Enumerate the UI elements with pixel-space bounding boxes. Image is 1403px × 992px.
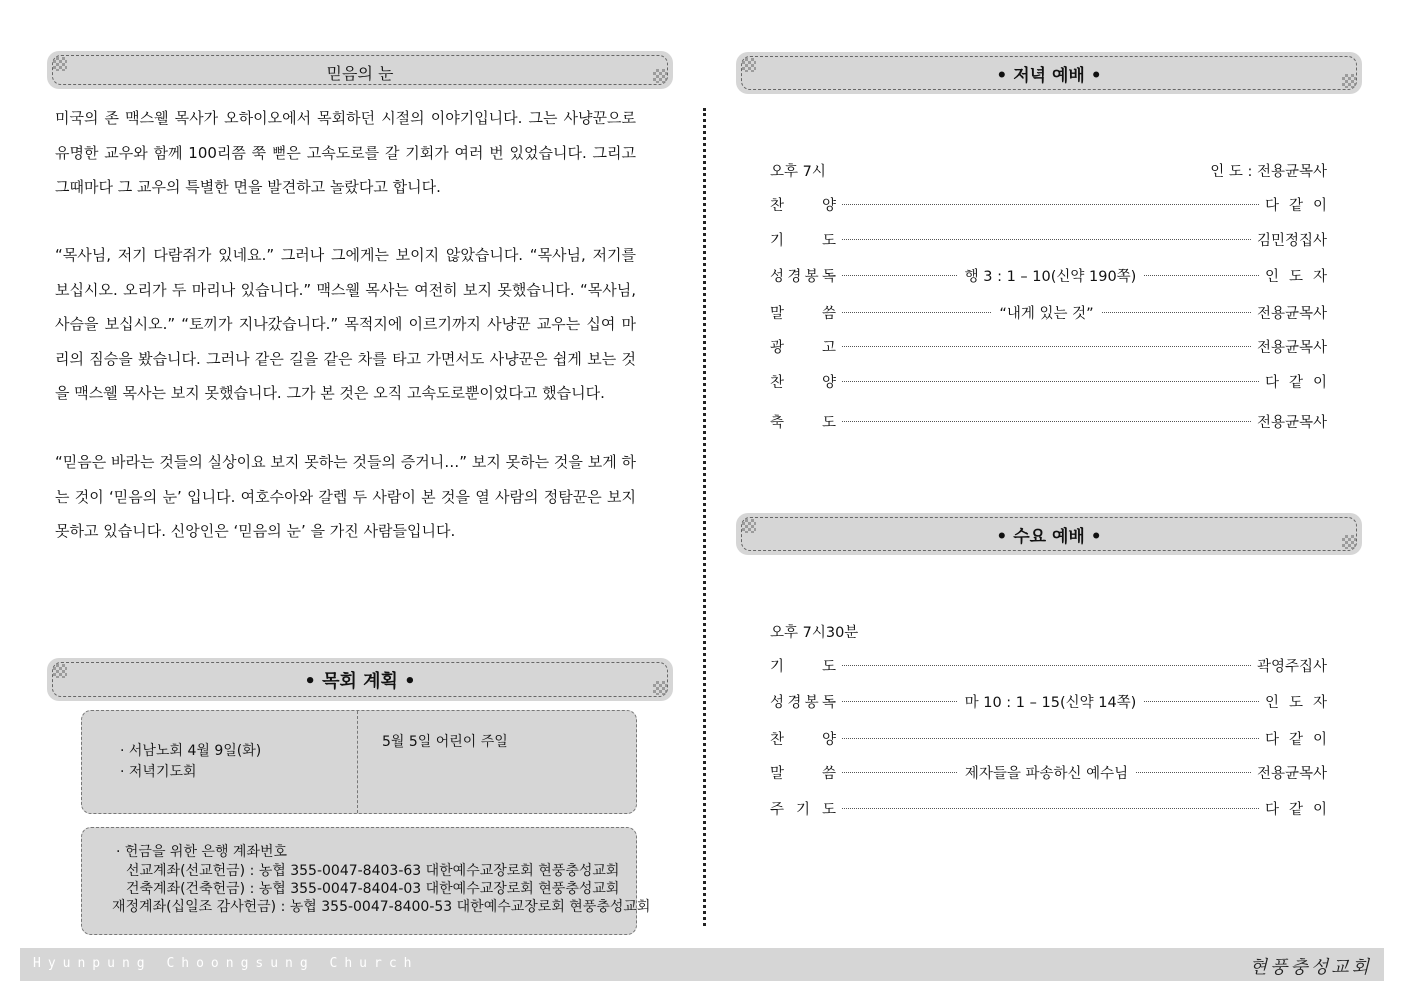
order-person: 다같이	[1264, 731, 1337, 748]
plan-item: · 저녁기도회	[120, 764, 197, 780]
order-person: 인도자	[1264, 694, 1337, 711]
order-person: 김민정집사	[1256, 232, 1327, 249]
order-label-char: 씀	[821, 305, 836, 322]
order-label-char: 찬	[770, 731, 785, 748]
service-time: 오후 7시	[770, 164, 826, 180]
dotted-leader	[842, 738, 1259, 739]
plan-item: · 서남노회 4월 9일(화)	[120, 743, 262, 759]
order-person: 곽영주집사	[1256, 658, 1327, 675]
article-paragraph: “목사님, 저기 다람쥐가 있네요.” 그러나 그에게는 보이지 않았습니다. “목사님, 저기를 보십시오. 오리가 두 마리나 있습니다.” 맥스웰 목사는 여전히 보지 못했습니다. “목사님, 사슴을 보십시오.” “토끼가 지나갔습니다.” 목적지에 이르기까지 사냥꾼 교우는 십여 마리의 짐승을 봤습니다. 그러나 같은 길을 같은 차를 타고 가면서도 사냥꾼은 쉽게 보는 것을 맥스웰 목사는 보지 못했습니다. 그가 본 것은 오직 고속도로뿐이었다고 했습니다.	[55, 246, 636, 402]
dotted-leader	[842, 772, 957, 773]
order-label	[770, 728, 836, 749]
bank-line: 건축계좌(건축헌금) : 농협 355-0047-8404-03 대한예수교장로회 현풍충성교회	[126, 881, 620, 897]
order-person: 전용균목사	[1256, 414, 1327, 431]
order-detail: 제자들을 파송하신 예수님	[964, 765, 1129, 782]
order-label-char: 말	[770, 765, 785, 782]
order-label	[770, 762, 836, 783]
order-label	[770, 655, 836, 676]
dotted-leader	[842, 239, 1251, 240]
order-label-char: 독	[821, 268, 836, 285]
dotted-leader	[842, 275, 957, 276]
order-row	[770, 193, 1337, 215]
bank-line: 선교계좌(선교헌금) : 농협 355-0047-8403-63 대한예수교장로회 현풍충성교회	[126, 863, 620, 879]
order-detail: 마 10 : 1 – 15(신약 14쪽)	[964, 694, 1137, 711]
order-person: 다같이	[1264, 801, 1337, 818]
order-person: 다같이	[1264, 374, 1337, 391]
order-label-char: 양	[821, 197, 836, 214]
dotted-leader	[842, 204, 1259, 205]
order-row	[770, 690, 1337, 712]
order-label-char: 광	[770, 339, 785, 356]
order-row	[770, 654, 1327, 676]
service-time: 오후 7시30분	[770, 625, 859, 641]
order-label-char: 씀	[821, 765, 836, 782]
plan-divider	[357, 711, 358, 813]
order-row	[770, 410, 1327, 432]
order-label-char: 양	[821, 374, 836, 391]
order-label-char: 주	[770, 801, 785, 818]
plan-right-list	[382, 731, 508, 751]
column-divider	[703, 108, 706, 926]
footer-korean-name: 현풍충성교회	[1249, 957, 1372, 978]
plan-left-list	[120, 741, 261, 783]
order-label-char: 도	[821, 232, 836, 249]
dotted-leader	[1102, 312, 1251, 313]
order-label	[770, 302, 836, 323]
order-label-char: 기	[770, 658, 785, 675]
order-row	[770, 264, 1337, 286]
order-label	[770, 194, 836, 215]
pastoral-plan-banner	[47, 658, 673, 701]
wednesday-service-banner	[736, 513, 1362, 555]
bank-heading: · 헌금을 위한 은행 계좌번호	[116, 844, 288, 860]
order-label-char: 경	[787, 694, 802, 711]
order-row	[770, 797, 1337, 819]
order-label	[770, 691, 836, 712]
order-label-char: 고	[821, 339, 836, 356]
article-paragraph: “믿음은 바라는 것들의 실상이요 보지 못하는 것들의 증거니…” 보지 못하는 것을 보게 하는 것이 ‘믿음의 눈’ 입니다. 여호수아와 갈렙 두 사람이 본 것을 열 사람의 정탐꾼은 보지 못하고 있습니다. 신앙인은 ‘믿음의 눈’ 을 가진 사람들입니다.	[55, 453, 636, 540]
evening-service-banner	[736, 52, 1362, 94]
order-label-char: 봉	[804, 694, 819, 711]
service-leader: 인 도 : 전용균목사	[1210, 164, 1327, 180]
order-label-char: 봉	[804, 268, 819, 285]
order-label-char: 양	[821, 731, 836, 748]
dotted-leader	[842, 421, 1251, 422]
order-row	[770, 761, 1327, 783]
order-label-char: 찬	[770, 197, 785, 214]
dotted-leader	[842, 701, 957, 702]
section-title: • 목회 계획 •	[304, 670, 416, 692]
order-person: 전용균목사	[1256, 305, 1328, 322]
order-person: 전용균목사	[1256, 339, 1327, 356]
order-row	[770, 335, 1327, 357]
bank-accounts-box	[81, 827, 651, 935]
dotted-leader	[842, 381, 1259, 382]
order-detail: “내게 있는 것”	[999, 305, 1094, 322]
wednesday-order	[770, 621, 1337, 831]
order-label-char: 도	[821, 658, 836, 675]
section-title: • 저녁 예배 •	[996, 65, 1102, 86]
evening-order	[770, 160, 1337, 440]
dotted-leader	[842, 665, 1251, 666]
section-title: 믿음의 눈	[326, 63, 394, 83]
dotted-leader	[1144, 275, 1259, 276]
section-title: • 수요 예배 •	[996, 526, 1102, 547]
footer-bar	[20, 948, 1384, 981]
order-label-char: 기	[770, 232, 785, 249]
order-label-char: 기	[795, 801, 810, 818]
order-label	[770, 265, 836, 286]
order-label	[770, 336, 836, 357]
order-row	[770, 370, 1337, 392]
order-label-char: 독	[821, 694, 836, 711]
order-label	[770, 798, 836, 819]
order-label-char: 도	[821, 801, 836, 818]
order-label	[770, 229, 836, 250]
pastoral-plan-box	[81, 710, 637, 814]
order-label-char: 축	[770, 414, 785, 431]
bank-line: 재정계좌(십일조 감사헌금) : 농협 355-0047-8400-53 대한예수교장로회 현풍충성교회	[112, 899, 651, 915]
order-label-char: 성	[770, 694, 785, 711]
faith-eye-banner	[47, 51, 673, 89]
order-label-char: 도	[821, 414, 836, 431]
order-row	[770, 727, 1337, 749]
dotted-leader	[842, 312, 991, 313]
dotted-leader	[1144, 701, 1259, 702]
dotted-leader	[1136, 772, 1251, 773]
article-paragraph: 미국의 존 맥스웰 목사가 오하이오에서 목회하던 시절의 이야기입니다. 그는 사냥꾼으로 유명한 교우와 함께 100리쯤 쭉 뻗은 고속도로를 갈 기회가 여러 번 있었습니다. 그리고 그때마다 그 교우의 특별한 면을 발견하고 놀랐다고 합니다.	[55, 109, 636, 196]
order-row	[770, 301, 1327, 323]
order-label-char: 말	[770, 305, 785, 322]
order-label-char: 찬	[770, 374, 785, 391]
order-label	[770, 371, 836, 392]
order-person: 다같이	[1264, 197, 1337, 214]
order-person: 전용균목사	[1256, 765, 1327, 782]
order-detail: 행 3 : 1 – 10(신약 190쪽)	[964, 268, 1137, 285]
plan-item: 5월 5일 어린이 주일	[382, 734, 508, 750]
order-row	[770, 228, 1327, 250]
order-label	[770, 411, 836, 432]
order-label-char: 성	[770, 268, 785, 285]
dotted-leader	[842, 346, 1251, 347]
order-person: 인도자	[1264, 268, 1337, 285]
footer-english-name: Hyunpung Choongsung Church	[33, 956, 419, 971]
order-label-char: 경	[787, 268, 802, 285]
dotted-leader	[842, 808, 1259, 809]
